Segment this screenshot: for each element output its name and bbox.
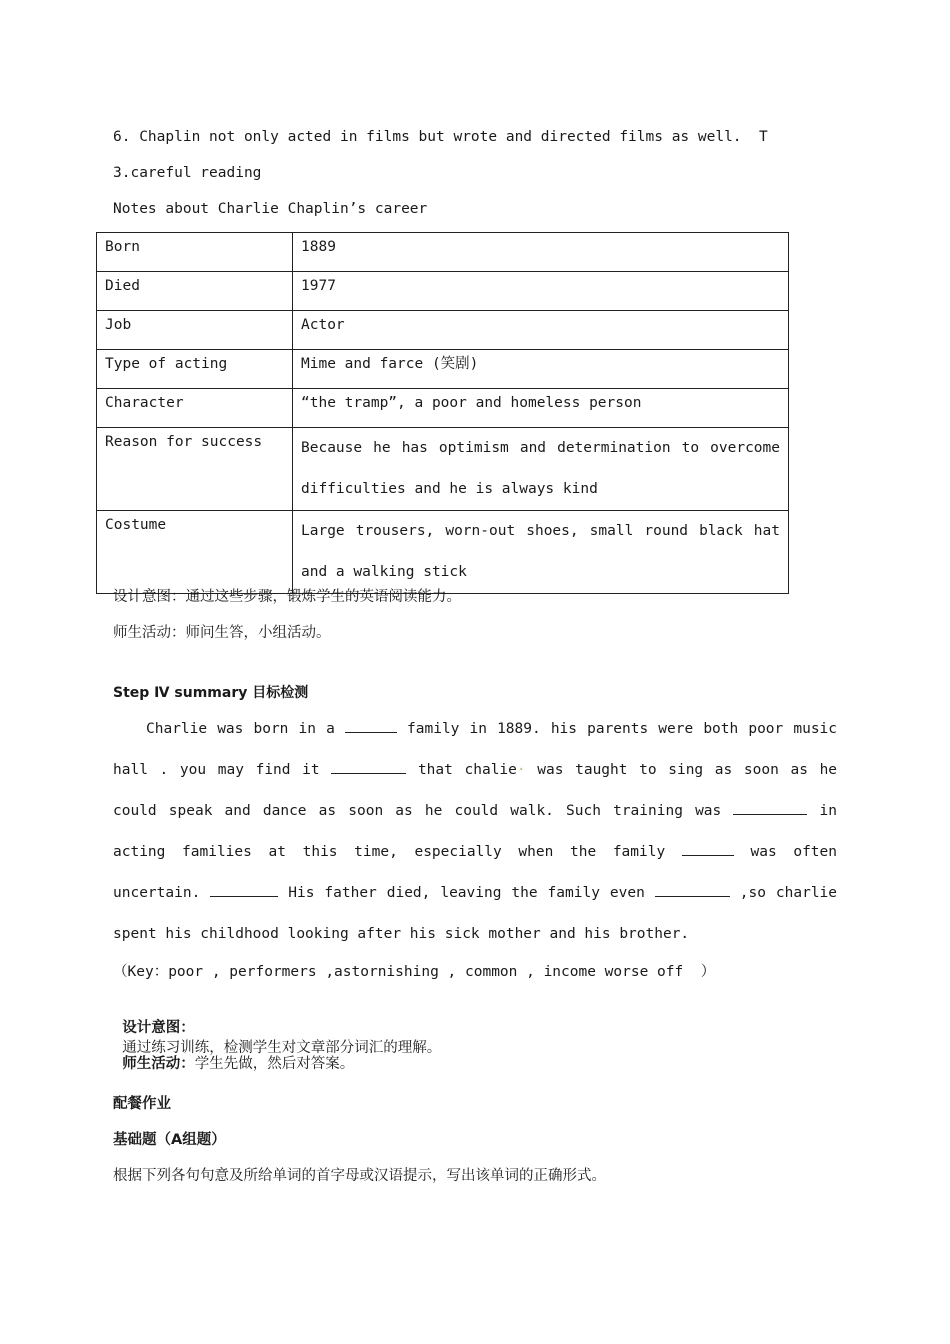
teacher-activity-1: 师生活动：师问生答，小组活动。	[113, 625, 331, 641]
summary-text: was often uncertain.	[113, 844, 837, 901]
ink-dot: ·	[516, 762, 526, 778]
table-row	[97, 311, 789, 350]
row-value: Large trousers, worn-out shoes, small round black hat and a walking stick	[293, 511, 789, 594]
homework-group: 基础题（A组题）	[113, 1132, 226, 1148]
item-6: 6. Chaplin not only acted in films but wrote and directed films as well. T	[113, 129, 768, 145]
blank-5	[210, 882, 278, 897]
blank-3	[733, 800, 807, 815]
row-key: Born	[97, 233, 293, 272]
row-key: Character	[97, 389, 293, 428]
row-key: Type of acting	[97, 350, 293, 389]
notes-title: Notes about Charlie Chaplin’s career	[113, 201, 428, 217]
section-careful-reading: 3.careful reading	[113, 165, 262, 181]
row-value: “the tramp”, a poor and homeless person	[293, 389, 789, 428]
homework-instruction: 根据下列各句句意及所给单词的首字母或汉语提示，写出该单词的正确形式。	[113, 1168, 606, 1184]
row-value: 1889	[293, 233, 789, 272]
summary-text: that chalie	[417, 762, 517, 778]
row-key: Died	[97, 272, 293, 311]
design-intent-1: 设计意图：通过这些步骤，锻炼学生的英语阅读能力。	[113, 589, 461, 605]
table-row	[97, 389, 789, 428]
step4-heading: Step Ⅳ summary 目标检测	[113, 685, 309, 701]
summary-text: was taught to sing as soon as he could speak and dance as soon as he could walk. Such training was	[113, 762, 838, 819]
row-key: Costume	[97, 511, 293, 594]
row-value: 1977	[293, 272, 789, 311]
answer-key: （Key：poor , performers ,astornishing , common , income worse off ）	[113, 964, 716, 980]
row-key: Reason for success	[97, 428, 293, 511]
activity-text: 学生先做，然后对答案。	[194, 1056, 355, 1072]
blank-4	[682, 841, 734, 856]
design-label: 设计意图：	[122, 1020, 195, 1036]
blank-6	[655, 882, 730, 897]
row-value: Mime and farce (笑剧)	[293, 350, 789, 389]
design-text: 通过练习训练，检测学生对文章部分词汇的理解。	[122, 1040, 442, 1056]
row-key: Job	[97, 311, 293, 350]
teacher-activity-2	[113, 1034, 354, 1074]
row-value: Because he has optimism and determination to overcome difficulties and he is always kind	[293, 428, 789, 511]
summary-text: family in 1889. his parents were both poor music hall . you may find it	[113, 721, 838, 778]
activity-label: 师生活动：	[122, 1056, 195, 1072]
blank-2	[331, 759, 406, 774]
notes-table	[96, 232, 789, 594]
blank-1	[345, 718, 397, 733]
table-row	[97, 350, 789, 389]
table-row	[97, 511, 789, 594]
homework-title: 配餐作业	[113, 1096, 171, 1112]
summary-text: Charlie was born in a	[146, 721, 335, 737]
table-row	[97, 272, 789, 311]
summary-text: His father died, leaving the family even	[288, 885, 645, 901]
summary-text: in acting families at this time, especially when the family	[113, 803, 838, 860]
table-row	[97, 428, 789, 511]
table-row	[97, 233, 789, 272]
row-value: Actor	[293, 311, 789, 350]
summary-paragraph	[113, 709, 837, 955]
summary-text: ,so charlie spent his childhood looking after his sick mother and his brother.	[113, 885, 838, 942]
